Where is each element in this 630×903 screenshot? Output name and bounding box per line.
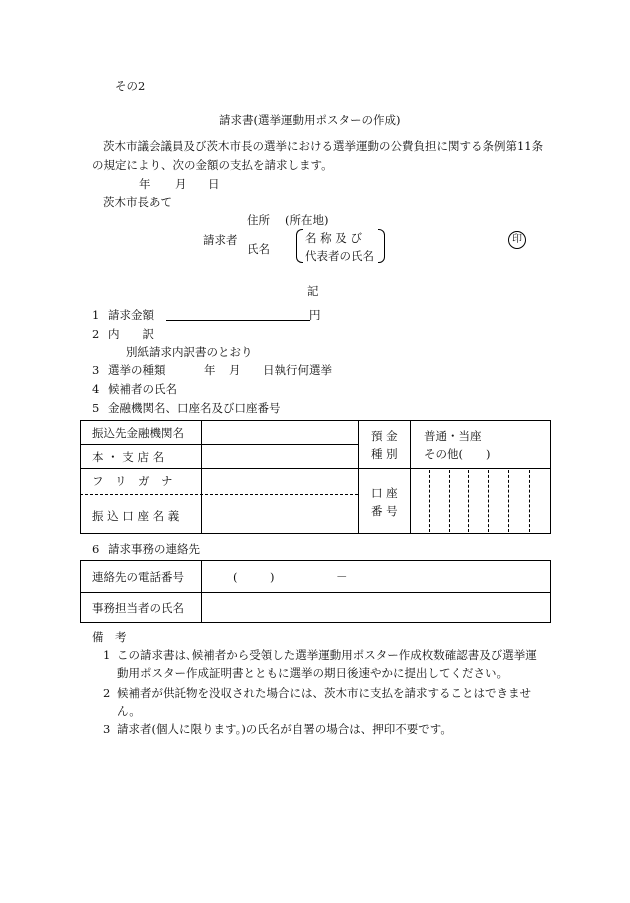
form-number: その2 <box>115 79 146 93</box>
item-3-month: 月 <box>229 363 241 377</box>
item-3-number: 3 <box>92 363 100 377</box>
phone-format-close: ) <box>270 570 275 584</box>
remark-2-line-2: ん。 <box>117 704 141 718</box>
remark-2-number: 2 <box>103 686 111 700</box>
name-label: 氏名 <box>247 242 270 256</box>
account-name-label: 振 込 口 座 名 義 <box>92 509 180 523</box>
name-note-bracket-right <box>378 229 385 263</box>
intro-line-2: の規定により、次の金額の支払を請求します。 <box>92 158 333 172</box>
deposit-type-option-1: 普通・当座 <box>424 429 482 443</box>
remark-2-line-1: 候補者が供託物を没収された場合には、茨木市に支払を請求することはできませ <box>117 686 531 700</box>
remark-1-line-1: この請求書は､候補者から受領した選挙運動用ポスター作成枚数確認書及び選挙運 <box>117 648 537 662</box>
claimant-label: 請求者 <box>203 233 238 247</box>
item-1-number: 1 <box>92 308 100 322</box>
item-2-number: 2 <box>92 327 100 341</box>
account-number-label-1: 口 座 <box>371 486 398 500</box>
deposit-type-label-1: 預 金 <box>371 429 398 443</box>
phone-format-dash: － <box>336 570 348 584</box>
item-6-number: 6 <box>92 542 100 556</box>
remark-1-line-2: 動用ポスター作成証明書とともに選挙の期日後速やかに提出してください。 <box>117 666 508 680</box>
deposit-type-option-2: その他( ) <box>424 447 491 461</box>
remark-1-number: 1 <box>103 648 111 662</box>
account-number-label-2: 番 号 <box>371 504 398 518</box>
branch-label: 本 ・ 支 店 名 <box>92 450 165 464</box>
item-3-year: 年 <box>204 363 216 377</box>
name-note-1: 名 称 及 び <box>305 231 362 245</box>
remark-3-text: 請求者(個人に限ります。)の氏名が自署の場合は、押印不要です。 <box>117 722 452 736</box>
deposit-type-label-2: 種 別 <box>371 447 398 461</box>
item-4-number: 4 <box>92 382 100 396</box>
page-title: 請求書(選挙運動用ポスターの作成) <box>219 113 401 127</box>
date-day: 日 <box>208 177 220 191</box>
name-note-bracket-left <box>296 229 303 263</box>
item-1-unit: 円 <box>309 308 321 322</box>
address-label: 住所 <box>247 213 270 227</box>
phone-label: 連絡先の電話番号 <box>92 570 184 584</box>
item-5-label: 金融機関名、口座名及び口座番号 <box>108 401 281 415</box>
furigana-label: フ リ ガ ナ <box>92 474 173 488</box>
remark-3-number: 3 <box>103 722 111 736</box>
item-2-sub: 別紙請求内訳書のとおり <box>126 345 253 359</box>
item-1-label: 請求金額 <box>108 308 154 322</box>
date-month: 月 <box>175 177 187 191</box>
name-note-2: 代表者の氏名 <box>305 249 374 263</box>
bank-name-label: 振込先金融機関名 <box>92 426 184 440</box>
seal-mark: 印 <box>508 231 526 249</box>
item-6-label: 請求事務の連絡先 <box>108 542 200 556</box>
item-4-label: 候補者の氏名 <box>108 382 177 396</box>
ki-heading: 記 <box>307 284 319 298</box>
address-sub: (所在地) <box>285 213 329 227</box>
amount-underline <box>166 320 310 321</box>
officer-label: 事務担当者の氏名 <box>92 601 184 615</box>
remarks-heading: 備 考 <box>92 630 127 644</box>
item-2-label: 内 訳 <box>108 327 154 341</box>
item-5-number: 5 <box>92 401 100 415</box>
date-year: 年 <box>139 177 151 191</box>
addressee: 茨木市長あて <box>103 195 172 209</box>
item-3-rest: 日執行何選挙 <box>263 363 332 377</box>
item-3-label: 選挙の種類 <box>108 363 166 377</box>
phone-format-open: ( <box>233 570 238 584</box>
intro-line-1: 茨木市議会議員及び茨木市長の選挙における選挙運動の公費負担に関する条例第11条 <box>103 139 544 153</box>
